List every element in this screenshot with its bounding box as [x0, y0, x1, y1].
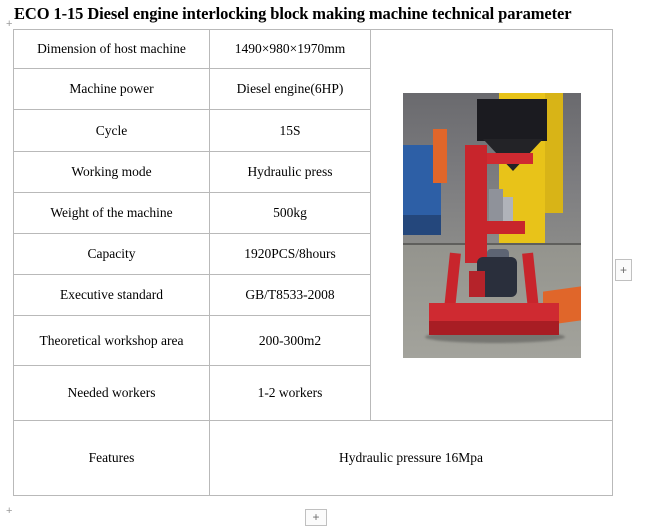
add-column-button[interactable]: + [615, 259, 632, 281]
row-value: 200-300m2 [210, 316, 371, 366]
machine-photo-cell [371, 30, 613, 421]
machine-photo [403, 93, 581, 358]
row-label: Dimension of host machine [14, 30, 210, 69]
row-value: Diesel engine(6HP) [210, 69, 371, 110]
photo-orange-part [433, 129, 447, 183]
row-value: 1920PCS/8hours [210, 234, 371, 275]
row-label: Executive standard [14, 275, 210, 316]
add-row-button[interactable]: + [305, 509, 327, 526]
row-label: Weight of the machine [14, 193, 210, 234]
table-row [14, 30, 613, 69]
photo-red-base-front [429, 321, 559, 335]
table-corner-handle-bottom-left[interactable]: + [6, 505, 13, 517]
photo-engine-red-cover [469, 271, 485, 297]
row-label: Theoretical workshop area [14, 316, 210, 366]
features-label: Features [14, 421, 210, 496]
row-value: Hydraulic press [210, 152, 371, 193]
spec-table-wrapper [13, 29, 609, 511]
photo-blue-box-lower [403, 215, 441, 235]
photo-floor-line [403, 243, 581, 245]
row-value: 500kg [210, 193, 371, 234]
table-row-features [14, 421, 613, 496]
row-value: GB/T8533-2008 [210, 275, 371, 316]
row-label: Needed workers [14, 366, 210, 421]
photo-red-tower [465, 145, 487, 263]
photo-hopper [477, 99, 547, 141]
row-label: Cycle [14, 110, 210, 152]
row-label: Working mode [14, 152, 210, 193]
row-label: Machine power [14, 69, 210, 110]
photo-left-leg [444, 252, 461, 309]
row-value: 1-2 workers [210, 366, 371, 421]
photo-right-leg [522, 252, 539, 309]
photo-yellow-panel-secondary [545, 93, 563, 213]
row-value: 1490×980×1970mm [210, 30, 371, 69]
row-value: 15S [210, 110, 371, 152]
table-corner-handle-top-left[interactable]: + [6, 18, 13, 30]
page-title: ECO 1-15 Diesel engine interlocking block making machine technical parameter [14, 4, 572, 23]
photo-red-arm-lower [467, 221, 525, 234]
features-value: Hydraulic pressure 16Mpa [210, 421, 613, 496]
spec-table [13, 29, 613, 496]
row-label: Capacity [14, 234, 210, 275]
